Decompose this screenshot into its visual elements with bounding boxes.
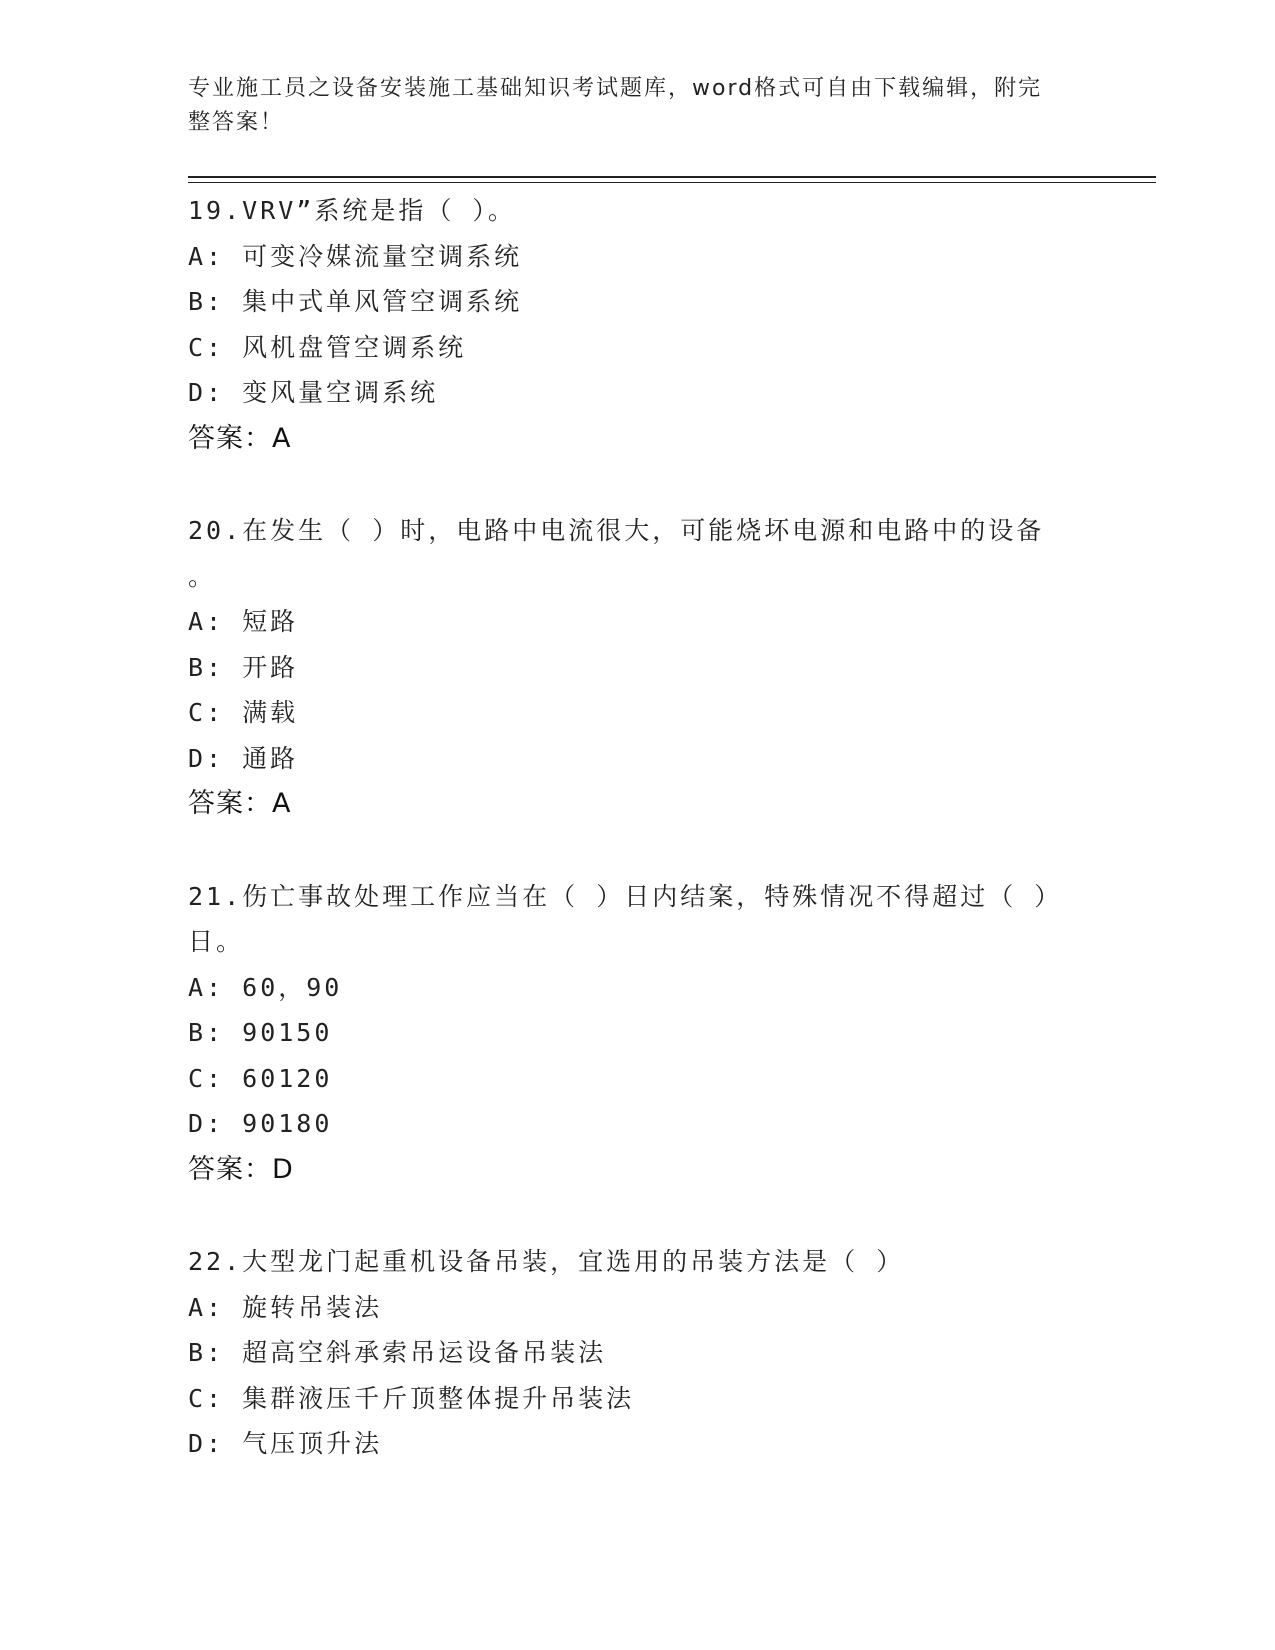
answer-label: 答案：A (188, 788, 292, 819)
option-b: B: 开路 (188, 652, 299, 682)
spacer (188, 461, 1068, 508)
header-line-1: 专业施工员之设备安装施工基础知识考试题库，word格式可自由下载编辑，附完 (188, 76, 1043, 101)
option-d: D: 气压顶升法 (188, 1429, 383, 1458)
option-b: B: 90150 (188, 1018, 333, 1047)
spacer (188, 1192, 1068, 1239)
header-line-2: 整答案！ (188, 110, 285, 135)
option-c: C: 满载 (188, 698, 299, 727)
option-b: B: 集中式单风管空调系统 (188, 287, 523, 316)
option-c: C: 集群液压千斤顶整体提升吊装法 (188, 1383, 635, 1413)
question-list (188, 188, 1068, 1467)
header-rule-thin (188, 182, 1156, 183)
option-a: A: 短路 (188, 607, 299, 636)
option-a: A: 60，90 (188, 972, 343, 1002)
question-22 (188, 1239, 1068, 1467)
question-20 (188, 508, 1068, 827)
option-a: A: 可变冷媒流量空调系统 (188, 241, 523, 271)
question-stem: 19.VRV”系统是指（ ）。 (188, 196, 516, 225)
question-stem-continuation: 。 (188, 561, 217, 591)
option-a: A: 旋转吊装法 (188, 1292, 383, 1322)
question-21 (188, 874, 1068, 1193)
question-19 (188, 188, 1068, 461)
document-header (188, 72, 1068, 140)
spacer (188, 827, 1068, 874)
question-stem-continuation: 日。 (188, 927, 245, 956)
option-d: D: 90180 (188, 1109, 333, 1138)
header-rule-thick (188, 176, 1156, 178)
option-c: C: 风机盘管空调系统 (188, 332, 467, 362)
question-stem: 20.在发生（ ）时，电路中电流很大，可能烧坏电源和电路中的设备 (188, 516, 1045, 545)
question-stem: 22.大型龙门起重机设备吊装，宜选用的吊装方法是（ ） (188, 1247, 905, 1276)
answer-label: 答案：D (188, 1153, 294, 1185)
option-b: B: 超高空斜承索吊运设备吊装法 (188, 1338, 607, 1367)
answer-label: 答案：A (188, 422, 292, 454)
question-stem: 21.伤亡事故处理工作应当在（ ）日内结案，特殊情况不得超过（ ） (188, 881, 1063, 911)
option-d: D: 通路 (188, 743, 299, 773)
option-c: C: 60120 (188, 1063, 333, 1093)
option-d: D: 变风量空调系统 (188, 378, 439, 407)
